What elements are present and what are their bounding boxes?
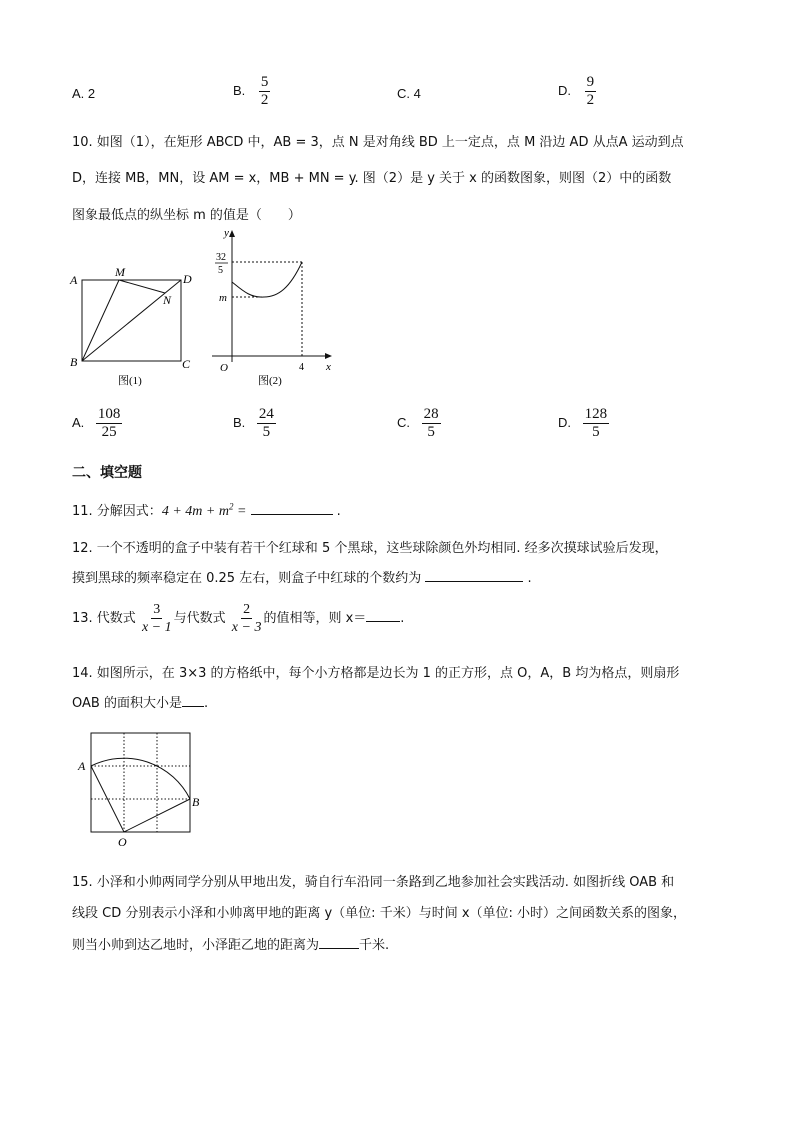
q11-answer-blank[interactable] — [251, 514, 333, 515]
q10-line-3: 图象最低点的纵坐标 m 的值是（ ） — [72, 208, 301, 223]
q12-line-1: 12. 一个不透明的盒子中装有若干个红球和 5 个黑球，这些球除颜色外均相同. 经多次摸球试验后发现， — [72, 541, 668, 556]
label-x: x — [326, 361, 331, 373]
grid-border — [91, 733, 190, 832]
q10-option-a — [72, 406, 122, 441]
numerator: 3 — [153, 602, 161, 617]
q12-line-2-text: 摸到黑球的频率稳定在 0.25 左右，则盒子中红球的个数约为 — [72, 571, 422, 586]
q13-middle: 与代数式 — [173, 611, 226, 626]
denominator: 25 — [101, 424, 117, 440]
label-origin: O — [220, 362, 228, 374]
numerator: 2 — [243, 602, 251, 617]
q14-answer-blank[interactable] — [182, 706, 204, 707]
q12-line-2 — [72, 567, 532, 586]
q11-prefix: 11. 分解因式： — [72, 504, 162, 519]
q10-figure-2 — [206, 226, 338, 390]
option-label: A. — [72, 414, 85, 430]
numerator: 128 — [584, 406, 608, 422]
q10-option-d — [558, 406, 609, 441]
q14-figure — [74, 726, 208, 850]
label-ytick-num: 32 — [216, 252, 226, 263]
y-axis-arrow — [229, 230, 235, 237]
q10-figure-1 — [66, 262, 196, 390]
q9-option-d — [558, 74, 596, 109]
denominator: 5 — [427, 424, 435, 440]
q13-end: . — [400, 611, 405, 626]
q10-line-2: D，连接 MB，MN，设 AM = x，MB + MN = y. 图（2）是 y 关于 x 的函数图象，则图（2）中的函数 — [72, 171, 672, 186]
fraction — [583, 406, 610, 441]
fraction — [257, 406, 276, 441]
denominator: 2 — [586, 92, 595, 108]
q13 — [72, 601, 404, 636]
q15-line-1: 15. 小泽和小帅两同学分别从甲地出发，骑自行车沿同一条路到乙地参加社会实践活动. 如图折线 OAB 和 — [72, 875, 675, 890]
option-label: D. — [558, 82, 571, 98]
q10-option-b — [233, 406, 276, 441]
section-heading: 二、填空题 — [72, 465, 142, 481]
label-a: A — [70, 273, 78, 287]
function-curve — [232, 262, 302, 297]
q12-answer-blank[interactable] — [425, 581, 523, 582]
q14-line-2-text: OAB 的面积大小是 — [72, 696, 182, 711]
numerator: 28 — [423, 406, 439, 422]
numerator: 24 — [258, 406, 274, 422]
option-label: C. — [397, 414, 410, 430]
option-label: B. — [233, 82, 246, 98]
q15-unit: 千米. — [359, 938, 390, 953]
q13-fraction-2 — [230, 601, 264, 636]
q9-option-c: C. 4 — [397, 86, 421, 101]
q11-expression: 4 + 4m + m — [161, 504, 229, 519]
q11 — [72, 500, 341, 520]
caption-fig1: 图(1) — [118, 375, 142, 387]
option-label: B. — [233, 414, 246, 430]
label-n: N — [163, 293, 172, 307]
label-o: O — [118, 835, 127, 849]
q13-suffix: 的值相等，则 x＝ — [263, 611, 367, 626]
label-m: M — [115, 265, 125, 279]
label-b: B — [192, 795, 200, 809]
fraction — [96, 406, 123, 441]
q10-option-c — [397, 406, 441, 441]
fraction — [259, 74, 271, 109]
q10-line-1: 10. 如图（1），在矩形 ABCD 中，AB = 3，点 N 是对角线 BD 上一定点，点 M 沿边 AD 从点A 运动到点 — [72, 135, 684, 150]
label-y: y — [224, 227, 229, 239]
q14-line-1: 14. 如图所示，在 3×3 的方格纸中，每个小方格都是边长为 1 的正方形，点 O，A，B 均为格点，则扇形 — [72, 666, 680, 681]
segment-mb — [82, 280, 119, 361]
label-xtick: 4 — [299, 362, 304, 373]
q15-line-3 — [72, 934, 389, 953]
denominator: x − 1 — [141, 620, 172, 635]
denominator: 5 — [262, 424, 271, 440]
numerator: 5 — [260, 74, 269, 90]
q15-line-2: 线段 CD 分别表示小泽和小帅离甲地的距离 y（单位: 千米）与时间 x（单位: 小时）之间函数关系的图象， — [72, 906, 687, 921]
q13-fraction-1 — [140, 601, 174, 636]
option-label: D. — [558, 414, 571, 430]
q9-option-a: A. 2 — [72, 86, 96, 101]
label-a: A — [78, 759, 86, 773]
q11-end: . — [336, 504, 341, 519]
numerator: 108 — [97, 406, 121, 422]
label-b: B — [70, 355, 78, 369]
q15-answer-blank[interactable] — [319, 948, 359, 949]
arc-ab — [91, 758, 190, 799]
x-axis-arrow — [325, 353, 332, 359]
denominator: 5 — [592, 424, 600, 440]
label-m: m — [219, 292, 227, 304]
q11-equals: = — [233, 504, 247, 519]
numerator: 9 — [586, 74, 595, 90]
q14-line-2 — [72, 692, 208, 711]
fraction — [585, 74, 597, 109]
label-ytick-den: 5 — [218, 265, 223, 276]
q13-prefix: 13. 代数式 — [72, 611, 136, 626]
q15-line-3-text: 则当小帅到达乙地时，小泽距乙地的距离为 — [72, 938, 320, 953]
q9-option-b — [233, 74, 270, 109]
q12-end: . — [527, 571, 532, 586]
label-c: C — [182, 357, 191, 371]
q11-exponent: 2 — [228, 501, 234, 512]
q14-end: . — [203, 696, 209, 711]
fraction — [422, 406, 441, 441]
denominator: 2 — [260, 92, 269, 108]
caption-fig2: 图(2) — [258, 375, 282, 387]
label-d: D — [183, 272, 192, 286]
q13-answer-blank[interactable] — [366, 621, 400, 622]
denominator: x − 3 — [231, 620, 262, 635]
segment-mn — [119, 280, 165, 293]
